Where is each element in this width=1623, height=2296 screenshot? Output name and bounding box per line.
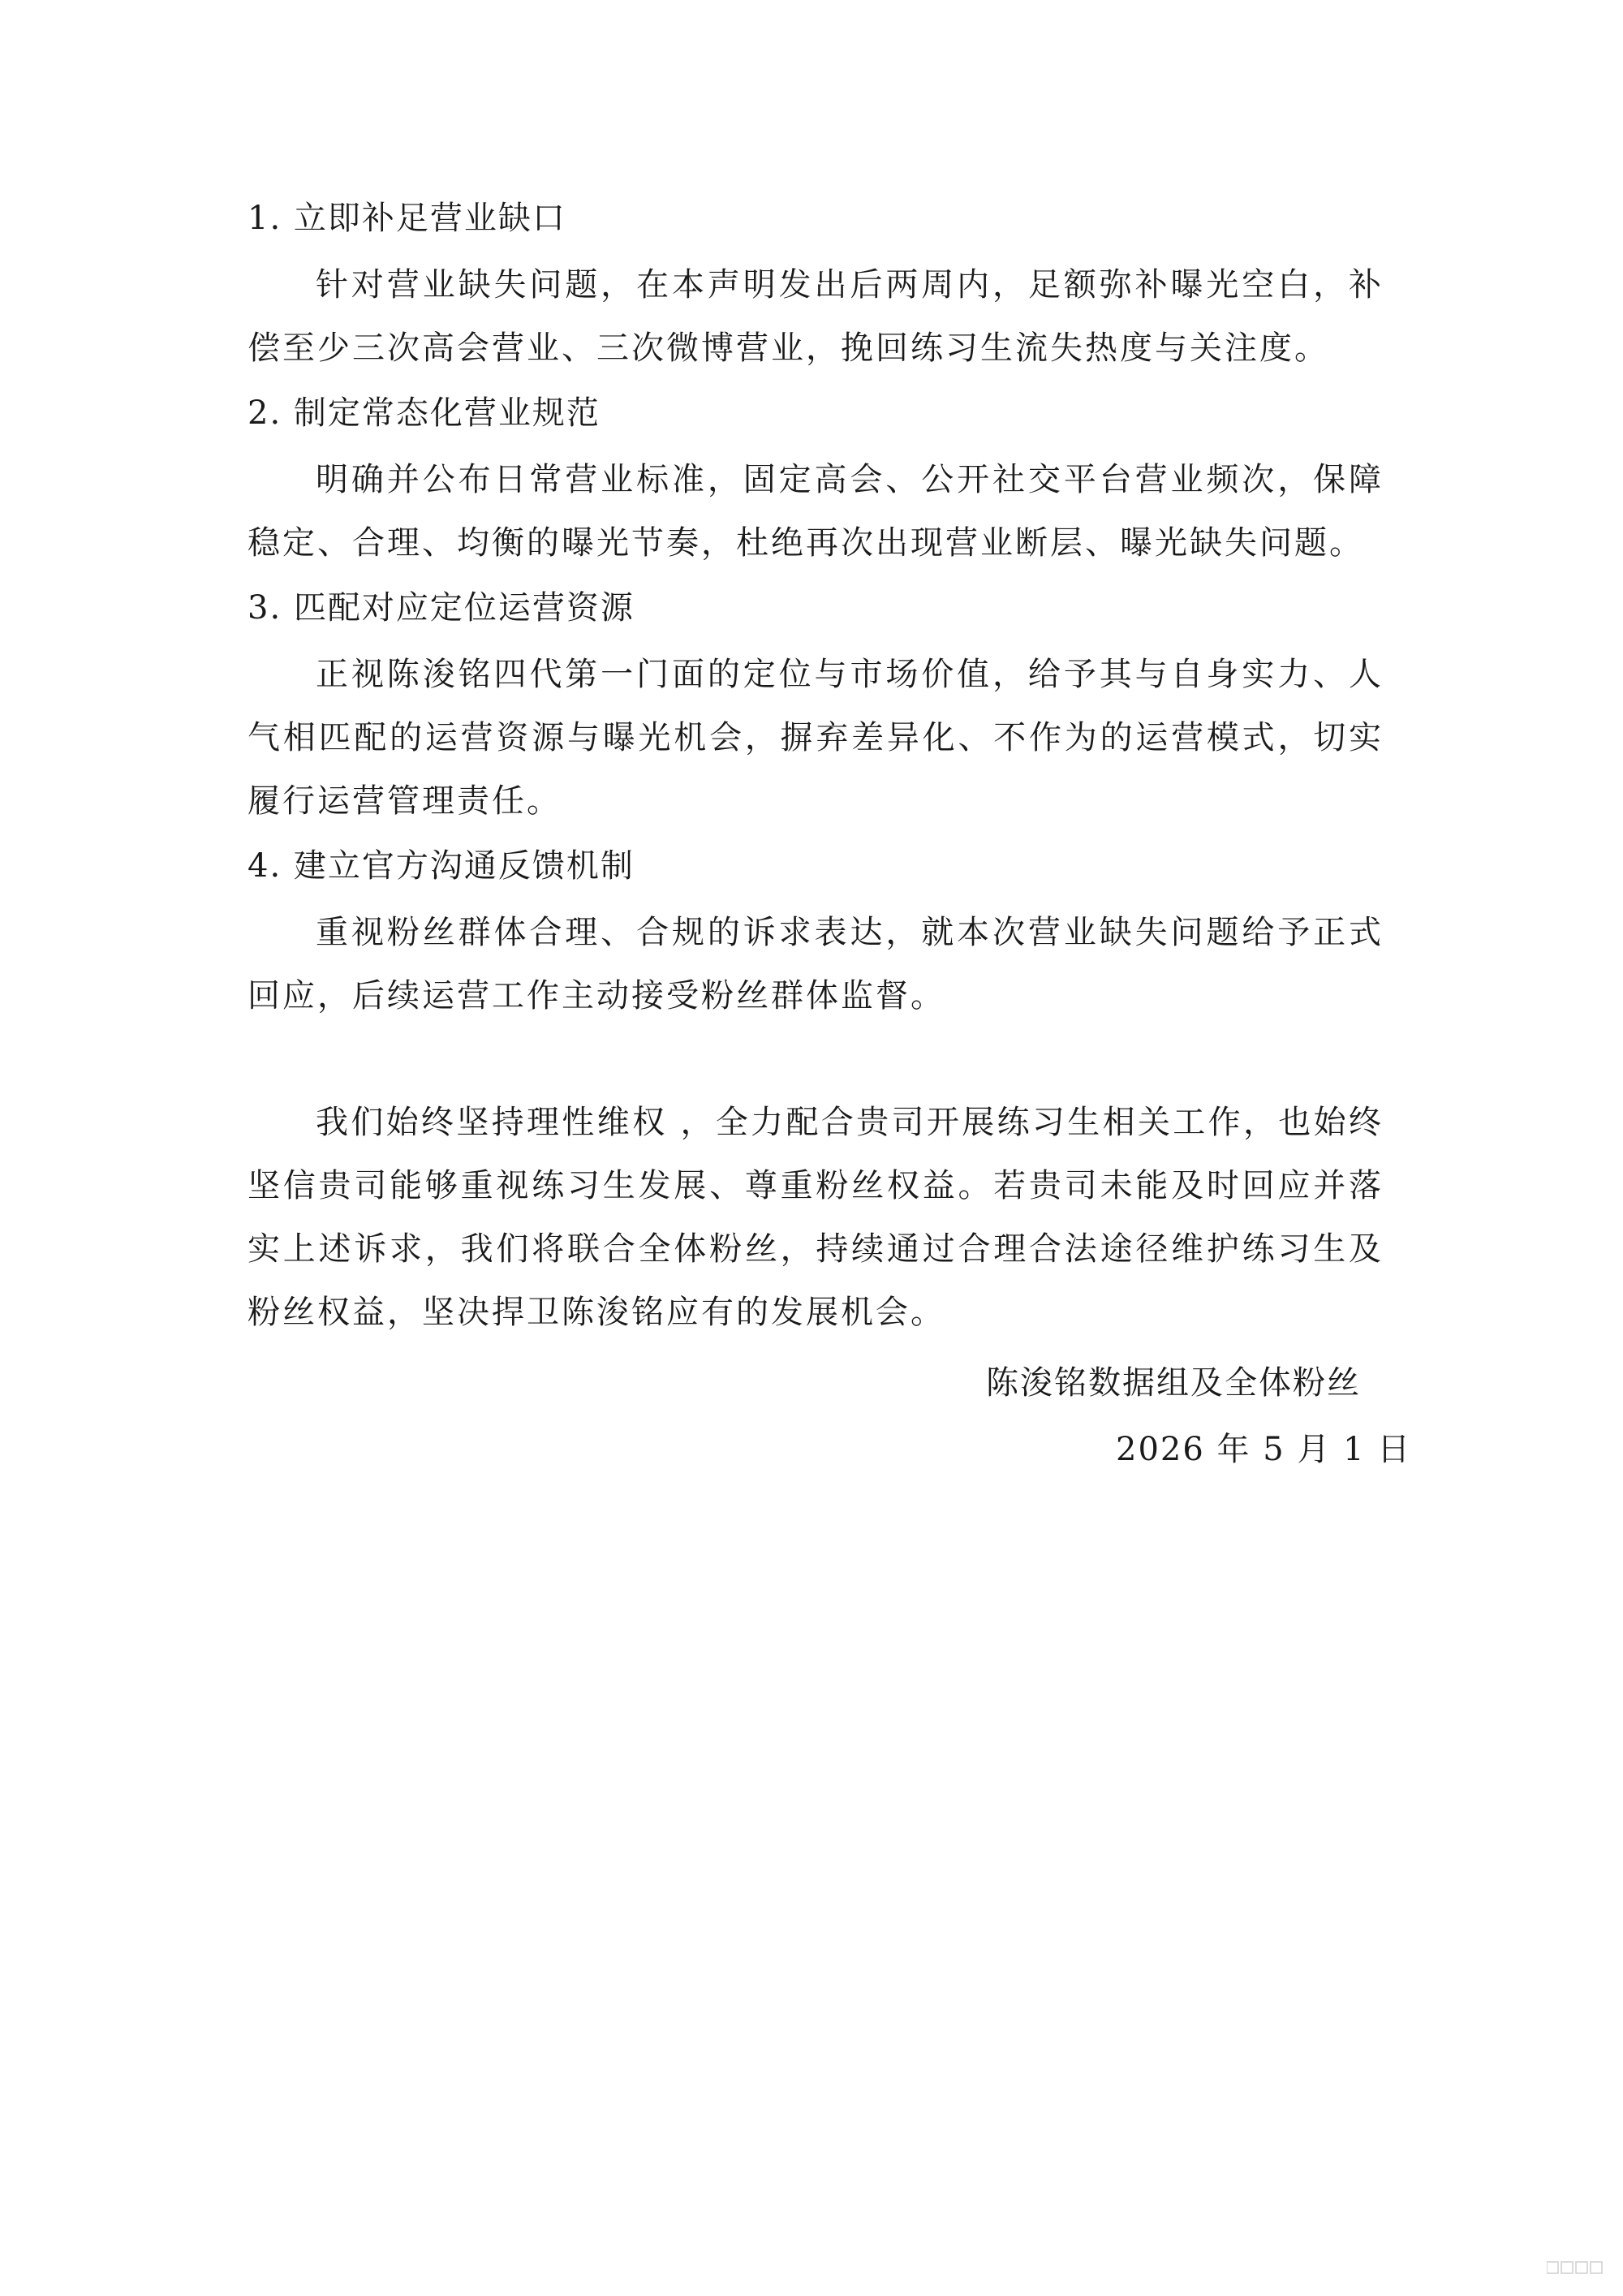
section-paragraph: 重视粉丝群体合理、合规的诉求表达，就本次营业缺失问题给予正式回应，后续运营工作主动接受粉丝群体监督。 <box>248 914 1384 1014</box>
section-heading: 3. 匹配对应定位运营资源 <box>248 589 635 627</box>
section-heading: 4. 建立官方沟通反馈机制 <box>248 847 635 885</box>
section-paragraph: 正视陈浚铭四代第一门面的定位与市场价值，给予其与自身实力、人气相匹配的运营资源与曝光机会，摒弃差异化、不作为的运营模式，切实履行运营管理责任。 <box>248 656 1384 820</box>
section-paragraph: 明确并公布日常营业标准，固定高会、公开社交平台营业频次，保障稳定、合理、均衡的曝光节奏，杜绝再次出现营业断层、曝光缺失问题。 <box>248 461 1384 562</box>
date-line: 2026 年 5 月 1 日 <box>1116 1431 1412 1468</box>
watermark-icon <box>1547 2259 1604 2277</box>
closing-paragraph: 我们始终坚持理性维权 ，全力配合贵司开展练习生相关工作，也始终坚信贵司能够重视练习生发展、尊重粉丝权益。若贵司未能及时回应并落实上述诉求，我们将联合全体粉丝，持续通过合理合法途径维护练习生及粉丝权益，坚决捍卫陈浚铭应有的发展机会。 <box>248 1104 1384 1331</box>
section-heading: 2. 制定常态化营业规范 <box>248 394 601 432</box>
signature-line: 陈浚铭数据组及全体粉丝 <box>986 1364 1361 1402</box>
section-heading: 1. 立即补足营业缺口 <box>248 200 566 237</box>
document-body <box>248 193 1384 1352</box>
section-paragraph: 针对营业缺失问题，在本声明发出后两周内，足额弥补曝光空白，补偿至少三次高会营业、三次微博营业，挽回练习生流失热度与关注度。 <box>248 266 1384 367</box>
